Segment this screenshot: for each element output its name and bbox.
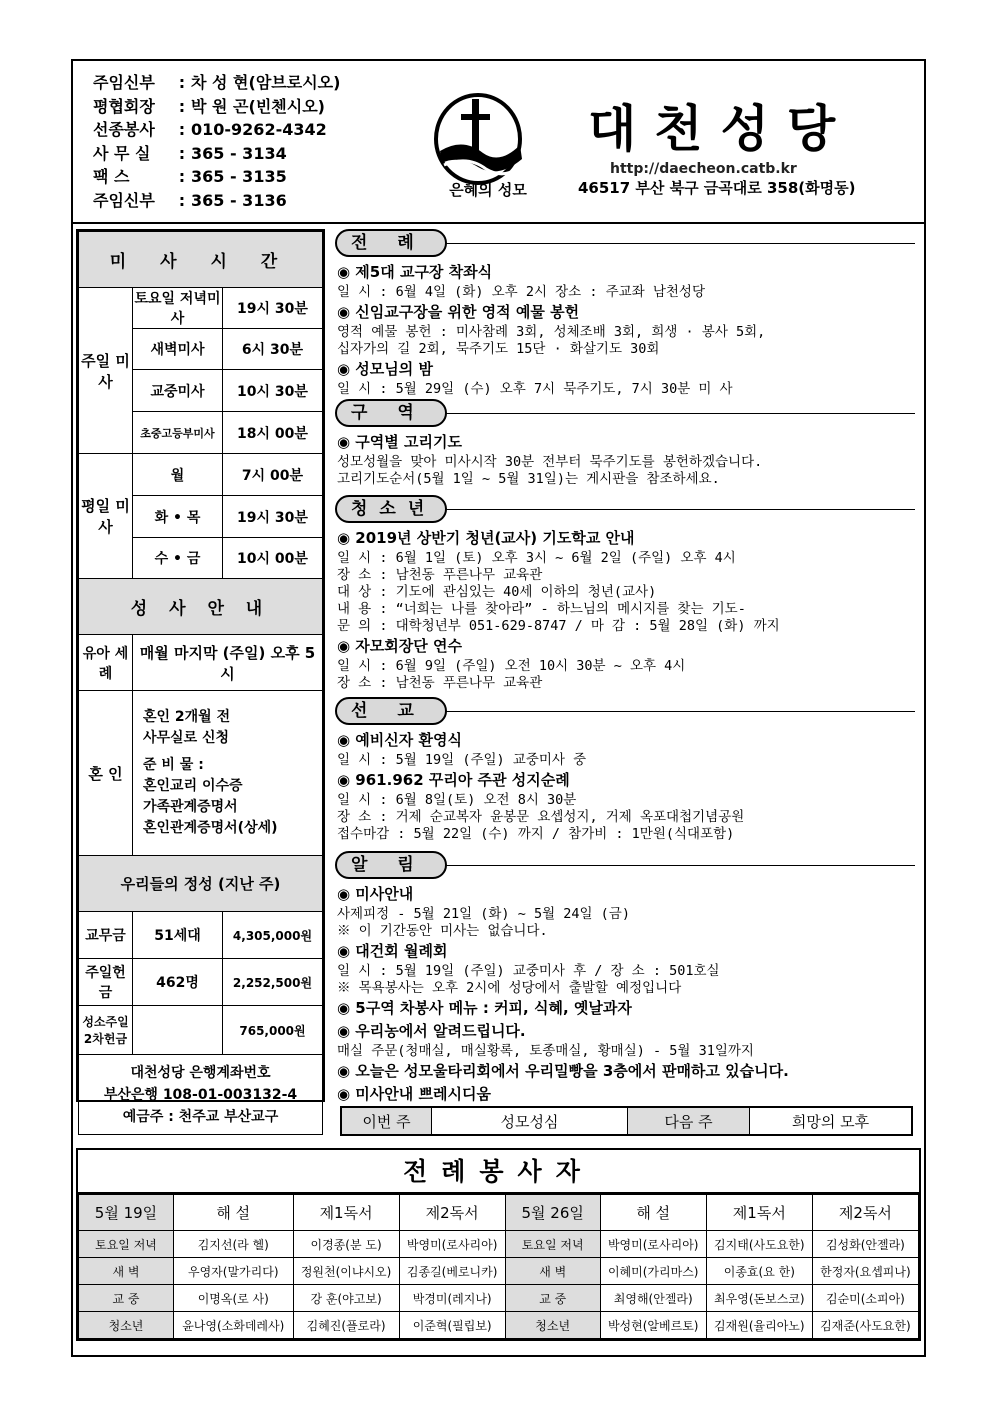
logo-caption: 은혜의 성모 [449,181,527,199]
announcement-heading: ◉ 미사안내 쁘레시디움 [337,1085,491,1103]
contact-value: 365 - 3135 [191,167,287,186]
mass-name: 새벽미사 [133,329,223,370]
servers-header-cell: 제2독서 [812,1195,918,1231]
mass-time: 10시 30분 [223,370,323,412]
mass-time: 19시 30분 [223,496,323,538]
announcement-line: 영적 예물 봉헌 : 미사참례 3회, 성체조배 3회, 희생 · 봉사 5회, [337,324,766,340]
servers-cell: 김재원(율리아노) [706,1312,812,1339]
section-pill-youth: 청소년 [335,495,447,523]
announcement-line: 접수마감 : 5월 22일 (수) 까지 / 참가비 : 1만원(식대포함) [337,826,735,842]
announcement-heading: ◉ 제5대 교구장 착좌식 [337,263,493,281]
announcement-heading: ◉ 성모님의 밤 [337,360,433,378]
announcement-line: 일 시 : 5월 19일 (주일) 교중미사 중 [337,752,587,768]
servers-cell: 교 중 [79,1285,174,1312]
mass-time: 6시 30분 [223,329,323,370]
mass-name: 화 • 목 [133,496,223,538]
church-address: 46517 부산 북구 금곡대로 358(화명동) [578,179,856,197]
servers-cell: 정원천(이냐시오) [293,1258,399,1285]
contact-key: 팩 스 [93,167,130,186]
offering-name: 성소주일 2차헌금 [79,1006,133,1055]
contact-separator: : [178,73,186,92]
mass-name: 수 • 금 [133,538,223,579]
mass-table [78,231,323,1135]
contact-separator: : [178,167,186,186]
bank-line: 대천성당 은행계좌번호 [130,1064,271,1081]
contact-row [93,165,340,189]
servers-cell: 김지태(사도요한) [706,1231,812,1258]
announcement-heading: ◉ 2019년 상반기 청년(교사) 기도학교 안내 [337,529,635,547]
announcement-line: 일 시 : 6월 9일 (주일) 오전 10시 30분 ~ 오후 4시 [337,658,686,674]
servers-cell: 박경미(레지나) [399,1285,505,1312]
announcement-heading: ◉ 우리농에서 알려드립니다. [337,1022,526,1040]
mass-name: 월 [133,454,223,496]
servers-row [79,1258,919,1285]
announcement-line: 일 시 : 6월 1일 (토) 오후 3시 ~ 6월 2일 (주일) 오후 4시 [337,550,736,566]
announcement-line: 매실 주문(청매실, 매실황록, 토종매실, 황매실) - 5월 31일까지 [337,1043,754,1059]
mass-time: 10시 00분 [223,538,323,579]
servers-header-cell: 5월 19일 [79,1195,174,1231]
section-pill-notice: 알 림 [335,851,447,879]
servers-cell: 김지선(라 헬) [174,1231,294,1258]
wedding-line: 가족관계증명서 [143,799,238,815]
wedding-line: 혼인관계증명서(상세) [143,820,278,836]
announcement-line: 장 소 : 남천동 푸른나무 교육관 [337,675,543,691]
servers-header-cell: 제2독서 [399,1195,505,1231]
contact-value: 365 - 3136 [191,190,287,210]
announcement-line: ※ 이 기간동안 미사는 없습니다. [337,923,548,939]
mass-name: 토요일 저녁미사 [133,288,223,329]
wedding-line: 혼인교리 이수증 [143,778,243,794]
servers-table [76,1148,921,1341]
contact-separator: : [178,143,186,163]
contact-value: 365 - 3134 [191,143,287,163]
servers-row [79,1312,919,1339]
sunday-label: 주일 미사 [79,288,133,454]
offering-count: 462명 [133,959,223,1006]
servers-cell: 박성현(알베르토) [600,1312,706,1339]
servers-cell: 박영미(로사리아) [399,1231,505,1258]
servers-cell: 청소년 [79,1312,174,1339]
contact-list [93,71,340,212]
section-pill-mission: 선 교 [335,697,447,725]
mass-name: 초중고등부미사 [133,412,223,454]
servers-cell: 김혜진(플로라) [293,1312,399,1339]
section-rule [445,865,915,866]
next-week-label: 다음 주 [628,1108,750,1134]
announcement-heading: ◉ 신임교구장을 위한 영적 예물 봉헌 [337,303,580,321]
servers-cell: 김성화(안젤라) [812,1231,918,1258]
servers-cell: 김재준(사도요한) [812,1312,918,1339]
section-pill-district: 구 역 [335,399,447,427]
contact-row [93,142,340,166]
bank-info [79,1055,323,1135]
announcement-line: 사제피정 - 5월 21일 (화) ~ 5월 24일 (금) [337,906,630,922]
announcement-line: 고리기도순서(5월 1일 ~ 5월 31일)는 게시판을 참조하세요. [337,471,720,487]
contact-key: 사 무 실 [93,143,151,163]
announcement-heading: ◉ 대건회 월례회 [337,942,448,960]
announcement-line: 성모성월을 맞아 미사시작 30분 전부터 묵주기도를 봉헌하겠습니다. [337,454,763,470]
announcement-heading: ◉ 5구역 차봉사 메뉴 : 커피, 식혜, 옛날과자 [337,999,632,1017]
servers-cell: 최우영(돈보스코) [706,1285,812,1312]
section-rule [445,243,915,244]
servers-header-cell: 해 설 [174,1195,294,1231]
announcement-heading: ◉ 오늘은 성모울타리회에서 우리밀빵을 3층에서 판매하고 있습니다. [337,1062,789,1080]
mass-time: 7시 00분 [223,454,323,496]
announcement-heading: ◉ 자모회장단 연수 [337,637,462,655]
servers-cell: 청소년 [505,1312,600,1339]
announcement-heading: ◉ 미사안내 [337,885,414,903]
offering-title: 우리들의 정성 (지난 주) [79,856,323,912]
contact-value: 010-9262-4342 [191,120,327,139]
servers-cell: 강 훈(야고보) [293,1285,399,1312]
bank-line: 부산은행 108-01-003132-4 [103,1086,298,1103]
servers-cell: 우영자(말가리다) [174,1258,294,1285]
announcement-line: 장 소 : 남천동 푸른나무 교육관 [337,567,543,583]
section-rule [445,413,915,414]
baptism-text: 매월 마지막 (주일) 오후 5시 [133,635,323,691]
announcement-line: 내 용 : “너희는 나를 찾아라” - 하느님의 메시지를 찾는 기도- [337,601,746,617]
mass-title: 미 사 시 간 [79,232,323,288]
this-week-label: 이번 주 [342,1108,432,1134]
offering-amount: 765,000원 [223,1006,323,1055]
mass-time: 19시 30분 [223,288,323,329]
offering-name: 주일헌금 [79,959,133,1006]
servers-header-cell: 제1독서 [706,1195,812,1231]
servers-row [79,1285,919,1312]
servers-cell: 이준혁(필립보) [399,1312,505,1339]
contact-separator: : [178,96,186,116]
contact-row [93,95,340,119]
announcement-line: 십자가의 길 2회, 묵주기도 15단 · 화살기도 30회 [337,341,660,357]
church-title: 대천성당 [588,100,854,158]
servers-cell: 토요일 저녁 [79,1231,174,1258]
wedding-line: 혼인 2개월 전 [143,709,231,725]
announcement-line: 대 상 : 기도에 관심있는 40세 이하의 청년(교사) [337,584,657,600]
offering-amount: 4,305,000원 [223,912,323,959]
left-panel [76,229,325,1125]
announcement-line: 일 시 : 6월 4일 (화) 오후 2시 장소 : 주교좌 남천성당 [337,284,705,300]
contact-row [93,189,340,213]
servers-cell: 김순미(소피아) [812,1285,918,1312]
announcement-heading: ◉ 961.962 꾸리아 주관 성지순례 [337,771,570,789]
wedding-text [133,691,323,856]
servers-header-cell: 해 설 [600,1195,706,1231]
contact-key: 선종봉사 [93,120,155,139]
contact-key: 평협회장 [93,96,155,116]
announcement-line: ※ 목욕봉사는 오후 2시에 성당에서 출발할 예정입니다 [337,980,682,996]
announcement-line: 일 시 : 5월 19일 (주일) 교중미사 후 / 장 소 : 501호실 [337,963,720,979]
servers-cell: 새 벽 [505,1258,600,1285]
contact-key: 주임신부 [93,190,155,210]
servers-header-cell: 5월 26일 [505,1195,600,1231]
contact-value: 박 원 곤(빈첸시오) [191,96,325,116]
bank-line: 예금주 : 천주교 부산교구 [122,1108,279,1125]
wedding-line: 사무실로 신청 [143,730,230,746]
contact-key: 주임신부 [93,73,155,92]
contact-value: 차 성 현(암브로시오) [191,73,341,92]
this-week-value: 성모성심 [432,1108,628,1134]
wedding-label: 혼 인 [79,691,133,856]
announcement-heading: ◉ 구역별 고리기도 [337,433,462,451]
contact-row [93,118,340,142]
servers-row [79,1231,919,1258]
servers-cell: 한정자(요셉피나) [812,1258,918,1285]
contact-row [93,71,340,95]
announcement-line: 일 시 : 6월 8일(토) 오전 8시 30분 [337,792,577,808]
offering-amount: 2,252,500원 [223,959,323,1006]
servers-cell: 교 중 [505,1285,600,1312]
contact-separator: : [178,190,186,210]
announcement-heading: ◉ 예비신자 환영식 [337,731,462,749]
servers-cell: 이혜미(가리마스) [600,1258,706,1285]
sacrament-title: 성 사 안 내 [79,579,323,635]
contact-separator: : [178,120,186,139]
mass-name: 교중미사 [133,370,223,412]
baptism-label: 유아 세례 [79,635,133,691]
servers-cell: 새 벽 [79,1258,174,1285]
servers-title: 전례봉사자 [78,1150,919,1194]
bulletin-frame [71,59,926,1357]
servers-header-cell: 제1독서 [293,1195,399,1231]
servers-cell: 이경종(분 도) [293,1231,399,1258]
weekday-label: 평일 미사 [79,454,133,579]
offering-name: 교무금 [79,912,133,959]
servers-grid [78,1194,919,1339]
next-sunday-table [340,1106,913,1136]
servers-cell: 이종효(요 한) [706,1258,812,1285]
announcement-line: 장 소 : 거제 순교복자 윤봉문 요셉성지, 거제 옥포대첩기념공원 [337,809,745,825]
section-rule [445,711,915,712]
servers-cell: 김종길(베로니카) [399,1258,505,1285]
servers-cell: 이명옥(로 사) [174,1285,294,1312]
servers-cell: 토요일 저녁 [505,1231,600,1258]
servers-cell: 박영미(로사리아) [600,1231,706,1258]
offering-count [133,1006,223,1055]
announcement-line: 일 시 : 5월 29일 (수) 오후 7시 묵주기도, 7시 30분 미 사 [337,381,733,397]
servers-cell: 윤나영(소화데레사) [174,1312,294,1339]
mass-time: 18시 00분 [223,412,323,454]
section-rule [445,509,915,510]
church-url[interactable]: http://daecheon.catb.kr [610,161,797,177]
header [73,61,924,224]
offering-count: 51세대 [133,912,223,959]
section-pill-liturgy: 전 례 [335,229,447,257]
announcement-line: 문 의 : 대학청년부 051-629-8747 / 마 감 : 5월 28일 (화) 까지 [337,618,780,634]
next-week-value: 희망의 모후 [791,1112,870,1131]
wedding-line: 준 비 물 : [143,757,204,773]
servers-header-row [79,1195,919,1231]
servers-cell: 최영해(안젤라) [600,1285,706,1312]
